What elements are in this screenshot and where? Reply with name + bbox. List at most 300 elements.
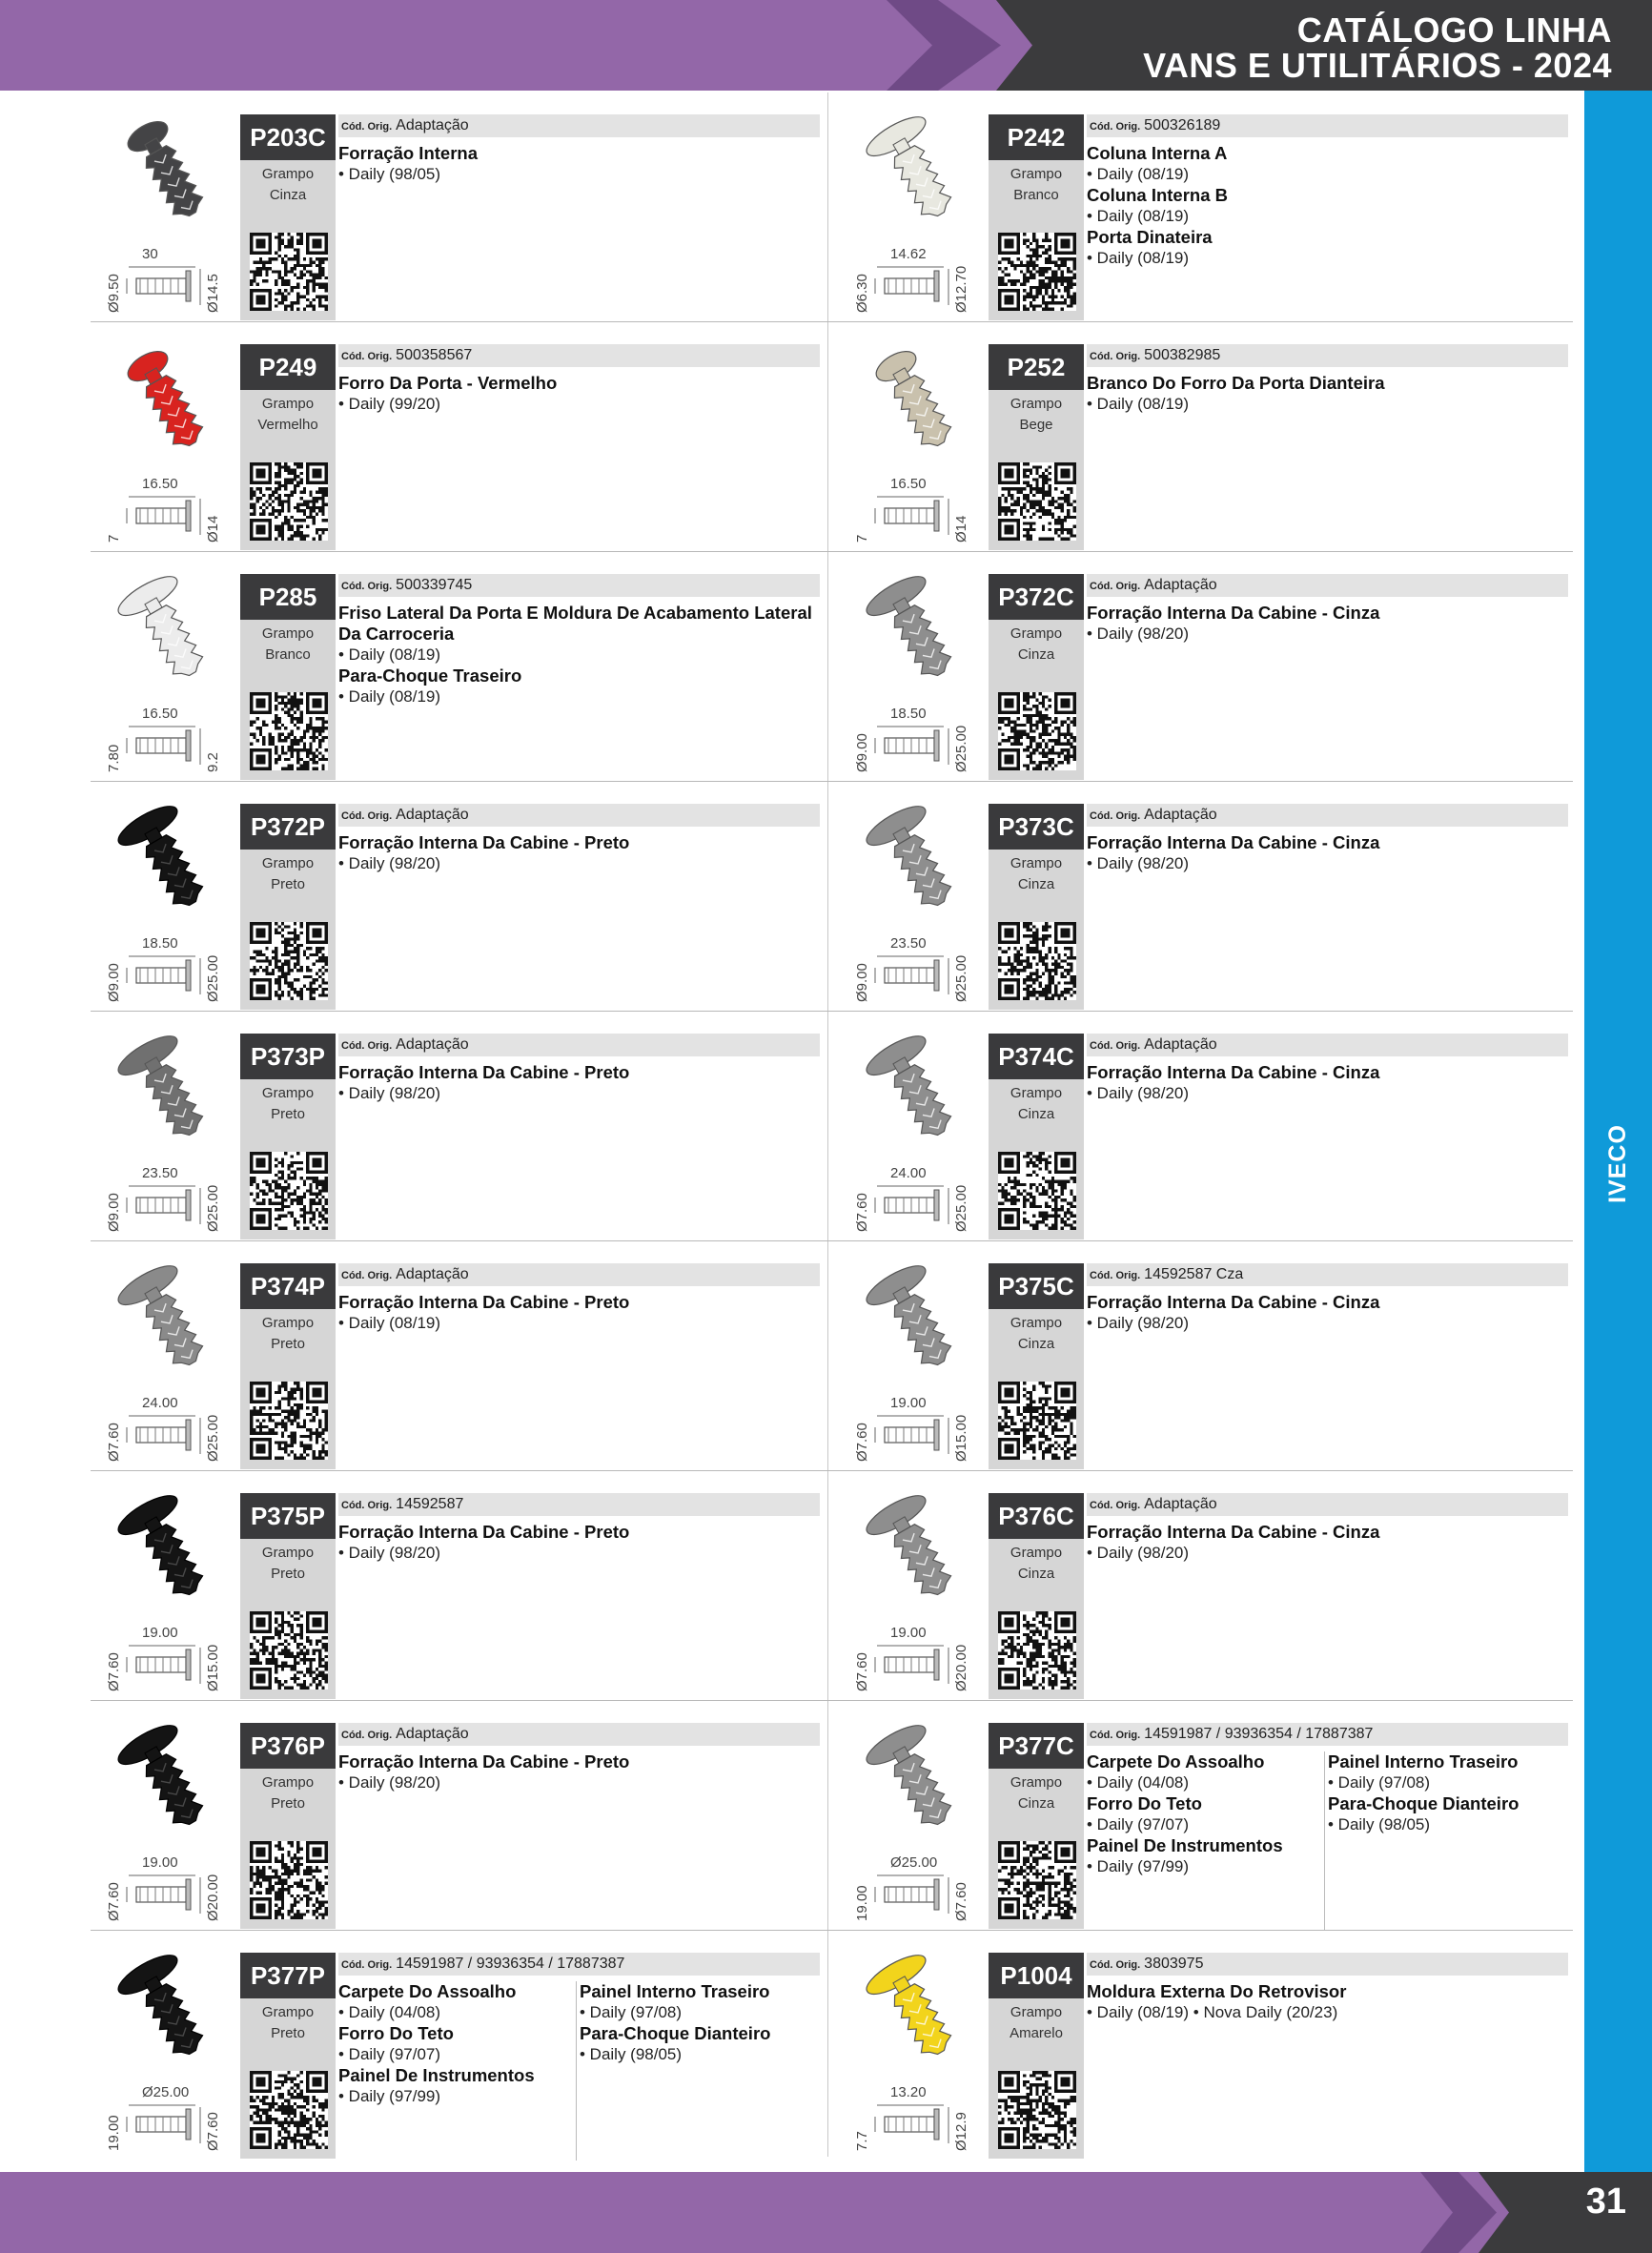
application-title: Para-Choque Dianteiro: [1328, 1793, 1519, 1813]
product-photo: [844, 1018, 987, 1236]
original-code-value: 500382985: [1144, 347, 1221, 363]
original-code-value: 14592587: [396, 1496, 464, 1512]
original-code-label: Cód. Orig.: [341, 121, 393, 133]
clip-image: [107, 1258, 226, 1377]
product-card: [91, 327, 839, 554]
qr-code[interactable]: [998, 1382, 1076, 1460]
application-title: Painel De Instrumentos: [338, 2065, 535, 2085]
clip-illustration: [855, 568, 974, 687]
original-code-bar: [1087, 804, 1568, 827]
qr-code[interactable]: [998, 1841, 1076, 1919]
applications-column: [1087, 1062, 1568, 1104]
product-card: [839, 327, 1587, 554]
applications: [338, 373, 820, 552]
applications: [338, 143, 820, 322]
dimension-shaft-label: Ø7.60: [854, 1193, 870, 1232]
original-code-label: Cód. Orig.: [341, 581, 393, 592]
application-title: Forro Do Teto: [338, 2023, 454, 2043]
product-color: Bege: [1019, 417, 1053, 433]
dimension-shaft-label: Ø6.30: [854, 274, 870, 313]
dimension-length-label: 19.00: [142, 1625, 178, 1641]
clip-illustration: [855, 1717, 974, 1836]
applications: [338, 1062, 820, 1241]
original-code-value: Adaptação: [396, 1266, 469, 1282]
row-divider: [91, 1700, 1573, 1701]
clip-image: [855, 568, 974, 687]
applications-column: [338, 143, 820, 185]
product-color: Cinza: [1017, 1336, 1055, 1352]
product-code-box: [240, 114, 336, 320]
applications-column: [1087, 1751, 1325, 1931]
dimension-head-label: Ø7.60: [205, 2112, 221, 2151]
original-code-value: 3803975: [1144, 1956, 1204, 1972]
product-color: Branco: [265, 646, 311, 663]
dimension-shaft-label: Ø7.60: [854, 1652, 870, 1691]
application-vehicle: • Daily (97/99): [1087, 1857, 1190, 1875]
qr-code-graphic: [998, 462, 1076, 541]
dimension-head-label: Ø25.00: [205, 954, 221, 1002]
application-vehicle: • Daily (98/05): [580, 2045, 683, 2063]
dimension-shaft-label: Ø7.60: [854, 1423, 870, 1462]
dimension-diagram: [848, 1619, 991, 1700]
dimension-diagram: [848, 240, 991, 321]
application-vehicle: • Daily (99/20): [338, 395, 441, 413]
product-type: Grampo: [1010, 1774, 1063, 1791]
applications: [1087, 1522, 1568, 1701]
row-divider: [91, 1011, 1573, 1012]
applications: [1087, 832, 1568, 1012]
qr-code-graphic: [250, 1382, 328, 1460]
application-vehicle: • Daily (97/07): [338, 2045, 441, 2063]
application-title: Forração Interna Da Cabine - Preto: [338, 1062, 630, 1082]
original-code-value: Adaptação: [396, 1036, 469, 1053]
dimension-shaft-label: 7: [106, 534, 122, 543]
original-code-bar: [1087, 1953, 1568, 1976]
dimension-head-label: Ø12.70: [953, 265, 969, 313]
product-photo: [95, 1478, 238, 1695]
dimension-shaft-label: Ø9.00: [854, 963, 870, 1002]
application-vehicle: • Daily (98/20): [1087, 1544, 1190, 1562]
dimension-diagram: [100, 930, 243, 1011]
dimension-diagram: [848, 1849, 991, 1930]
product-type: Grampo: [261, 2004, 315, 2020]
dimension-shaft-label: 7: [854, 534, 870, 543]
clip-image: [855, 1487, 974, 1607]
qr-code[interactable]: [998, 2071, 1076, 2149]
application-title: Forração Interna Da Cabine - Cinza: [1087, 603, 1380, 623]
application-title: Forração Interna Da Cabine - Preto: [338, 1522, 630, 1542]
application-title: Painel Interno Traseiro: [580, 1981, 770, 2001]
applications-column: [338, 1292, 820, 1334]
dimension-length-label: 24.00: [142, 1395, 178, 1411]
qr-code[interactable]: [998, 233, 1076, 311]
original-code-label: Cód. Orig.: [1090, 810, 1141, 822]
qr-code[interactable]: [250, 462, 328, 541]
application-title: Coluna Interna B: [1087, 185, 1229, 205]
applications-column: [338, 603, 820, 707]
product-code: P375C: [989, 1263, 1084, 1309]
clip-illustration: [107, 1487, 226, 1607]
dimension-head-label: Ø25.00: [953, 954, 969, 1002]
product-card: [91, 97, 839, 324]
product-code: P376P: [240, 1723, 336, 1769]
application-vehicle: • Daily (97/08): [580, 2003, 683, 2021]
qr-code[interactable]: [998, 1611, 1076, 1690]
clip-illustration: [855, 798, 974, 917]
original-code-bar: [338, 114, 820, 137]
applications: [1087, 1981, 1568, 2161]
qr-code[interactable]: [250, 922, 328, 1000]
footer-bar: [0, 2172, 1652, 2253]
clip-image: [855, 1947, 974, 2066]
row-divider: [91, 781, 1573, 782]
application-title: Carpete Do Assoalho: [338, 1981, 517, 2001]
dimension-length-label: 16.50: [142, 706, 178, 722]
application-title: Moldura Externa Do Retrovisor: [1087, 1981, 1347, 2001]
product-photo: [95, 1018, 238, 1236]
applications-column: [1087, 1292, 1568, 1334]
qr-code[interactable]: [998, 462, 1076, 541]
product-photo: [844, 1937, 987, 2155]
original-code-value: 500358567: [396, 347, 473, 363]
application-title: Carpete Do Assoalho: [1087, 1751, 1265, 1772]
qr-code[interactable]: [250, 1841, 328, 1919]
clip-illustration: [107, 1947, 226, 2066]
product-code-box: [240, 804, 336, 1010]
dimension-shaft-label: 7.80: [106, 744, 122, 772]
dimension-shaft-label: Ø9.00: [854, 733, 870, 772]
applications: [338, 1522, 820, 1701]
qr-code-graphic: [998, 692, 1076, 770]
qr-code-graphic: [998, 1152, 1076, 1230]
dimension-length-label: 19.00: [890, 1625, 927, 1641]
product-code: P285: [240, 574, 336, 620]
product-type: Grampo: [1010, 1545, 1063, 1561]
application-title: Forração Interna Da Cabine - Preto: [338, 832, 630, 852]
product-color: Preto: [271, 1336, 305, 1352]
qr-code-graphic: [998, 1611, 1076, 1690]
qr-code-graphic: [250, 1152, 328, 1230]
application-vehicle: • Daily (08/19): [1087, 249, 1190, 267]
product-code-box: [240, 574, 336, 780]
original-code-label: Cód. Orig.: [341, 1270, 393, 1281]
product-card: [839, 1706, 1587, 1933]
original-code-bar: [1087, 344, 1568, 367]
original-code-value: 14592587 Cza: [1144, 1266, 1244, 1282]
qr-code[interactable]: [250, 692, 328, 770]
application-vehicle: • Daily (08/19): [338, 645, 441, 664]
product-type: Grampo: [261, 855, 315, 871]
original-code-value: Adaptação: [1144, 577, 1217, 593]
dimension-shaft-label: Ø7.60: [106, 1423, 122, 1462]
original-code-bar: [338, 574, 820, 597]
original-code-bar: [338, 1723, 820, 1746]
dimension-shaft-label: Ø7.60: [106, 1882, 122, 1921]
product-code-box: [240, 1723, 336, 1929]
clip-illustration: [855, 1947, 974, 2066]
product-type: Grampo: [261, 1085, 315, 1101]
product-color: Cinza: [269, 187, 307, 203]
original-code-label: Cód. Orig.: [341, 1040, 393, 1052]
original-code-value: Adaptação: [396, 1726, 469, 1742]
original-code-label: Cód. Orig.: [1090, 1730, 1141, 1741]
product-card: [91, 1706, 839, 1933]
application-title: Forração Interna Da Cabine - Cinza: [1087, 1522, 1380, 1542]
original-code-label: Cód. Orig.: [341, 1959, 393, 1971]
product-type: Grampo: [1010, 625, 1063, 642]
product-color: Branco: [1013, 187, 1059, 203]
product-card: [91, 557, 839, 784]
clip-image: [107, 798, 226, 917]
original-code-label: Cód. Orig.: [1090, 1040, 1141, 1052]
product-type: Grampo: [261, 625, 315, 642]
original-code-value: Adaptação: [1144, 1496, 1217, 1512]
product-photo: [844, 99, 987, 317]
original-code-bar: [338, 1953, 820, 1976]
clip-image: [855, 1717, 974, 1836]
dimension-head-label: Ø7.60: [953, 1882, 969, 1921]
application-vehicle: • Daily (97/99): [338, 2087, 441, 2105]
application-vehicle: • Daily (97/07): [1087, 1815, 1190, 1833]
qr-code[interactable]: [998, 1152, 1076, 1230]
original-code-value: 500326189: [1144, 117, 1221, 133]
product-color: Preto: [271, 1795, 305, 1812]
original-code-bar: [338, 1493, 820, 1516]
product-code: P376C: [989, 1493, 1084, 1539]
product-code-box: [989, 1953, 1084, 2159]
dimension-diagram: [848, 700, 991, 781]
application-vehicle: • Daily (98/20): [338, 1773, 441, 1792]
original-code-label: Cód. Orig.: [1090, 121, 1141, 133]
clip-illustration: [107, 1717, 226, 1836]
product-code-box: [989, 1493, 1084, 1699]
product-code: P203C: [240, 114, 336, 160]
dimension-head-label: Ø12.9: [953, 2112, 969, 2151]
product-photo: [844, 789, 987, 1006]
application-title: Forração Interna Da Cabine - Cinza: [1087, 1062, 1380, 1082]
application-vehicle: • Daily (98/20): [338, 854, 441, 872]
original-code-bar: [1087, 1493, 1568, 1516]
product-code-box: [989, 1263, 1084, 1469]
application-vehicle: • Daily (98/20): [1087, 854, 1190, 872]
product-type: Grampo: [1010, 396, 1063, 412]
original-code-label: Cód. Orig.: [1090, 1959, 1141, 1971]
dimension-diagram: [100, 1159, 243, 1240]
dimension-shaft-label: 19.00: [106, 2115, 122, 2151]
dimension-head-label: Ø14: [953, 515, 969, 543]
qr-code-graphic: [998, 2071, 1076, 2149]
product-photo: [95, 99, 238, 317]
application-vehicle: • Daily (08/19): [338, 687, 441, 706]
application-vehicle: • Daily (98/05): [338, 165, 441, 183]
application-vehicle: • Daily (98/20): [1087, 1084, 1190, 1102]
dimension-length-label: 23.50: [142, 1165, 178, 1181]
product-code: P377C: [989, 1723, 1084, 1769]
product-code: P372P: [240, 804, 336, 850]
product-card: [91, 1016, 839, 1243]
application-title: Forração Interna Da Cabine - Cinza: [1087, 832, 1380, 852]
dimension-shaft-label: Ø9.50: [106, 274, 122, 313]
qr-code-graphic: [250, 462, 328, 541]
application-title: Para-Choque Traseiro: [338, 666, 522, 686]
applications-column: [338, 832, 820, 874]
original-code-bar: [1087, 574, 1568, 597]
applications-column: [1087, 143, 1568, 269]
dimension-diagram: [100, 1849, 243, 1930]
original-code-value: 14591987 / 93936354 / 17887387: [396, 1956, 625, 1972]
product-code-box: [240, 1263, 336, 1469]
product-code: P374P: [240, 1263, 336, 1309]
original-code-bar: [1087, 1263, 1568, 1286]
dimension-head-label: Ø25.00: [205, 1184, 221, 1232]
clip-illustration: [855, 338, 974, 458]
clip-image: [855, 1028, 974, 1147]
applications-column: [1087, 373, 1568, 415]
row-divider: [91, 1240, 1573, 1241]
product-card: [91, 1476, 839, 1703]
application-title: Porta Dinateira: [1087, 227, 1213, 247]
application-title: Painel De Instrumentos: [1087, 1835, 1283, 1855]
dimension-diagram: [848, 2079, 991, 2160]
qr-code[interactable]: [250, 233, 328, 311]
qr-code[interactable]: [250, 2071, 328, 2149]
original-code-value: Adaptação: [396, 807, 469, 823]
clip-illustration: [855, 1028, 974, 1147]
product-card: [839, 1476, 1587, 1703]
product-photo: [844, 559, 987, 776]
product-card: [839, 1016, 1587, 1243]
product-code: P1004: [989, 1953, 1084, 1998]
original-code-label: Cód. Orig.: [341, 810, 393, 822]
applications-column: [338, 1522, 820, 1564]
product-type: Grampo: [1010, 166, 1063, 182]
dimension-diagram: [848, 1159, 991, 1240]
application-vehicle: • Daily (98/05): [1328, 1815, 1431, 1833]
dimension-head-label: Ø15.00: [205, 1644, 221, 1691]
application-title: Forro Do Teto: [1087, 1793, 1202, 1813]
applications-column: [1087, 603, 1568, 645]
qr-code[interactable]: [998, 692, 1076, 770]
applications: [1087, 1062, 1568, 1241]
product-photo: [844, 1708, 987, 1925]
product-code: P377P: [240, 1953, 336, 1998]
dimension-length-label: 23.50: [890, 935, 927, 952]
clip-image: [107, 1717, 226, 1836]
clip-illustration: [107, 1028, 226, 1147]
application-title: Forro Da Porta - Vermelho: [338, 373, 558, 393]
product-photo: [844, 1248, 987, 1465]
product-code: P375P: [240, 1493, 336, 1539]
product-code-box: [989, 1034, 1084, 1239]
dimension-length-label: 18.50: [142, 935, 178, 952]
applications: [338, 603, 820, 782]
original-code-value: 500339745: [396, 577, 473, 593]
product-card: [839, 787, 1587, 1014]
dimension-length-label: Ø25.00: [142, 2084, 190, 2100]
product-code-box: [989, 114, 1084, 320]
dimension-diagram: [100, 2079, 243, 2160]
product-color: Cinza: [1017, 1795, 1055, 1812]
qr-code[interactable]: [250, 1152, 328, 1230]
dimension-length-label: 19.00: [890, 1395, 927, 1411]
original-code-value: Adaptação: [396, 117, 469, 133]
product-photo: [844, 329, 987, 546]
dimension-length-label: 19.00: [142, 1854, 178, 1871]
dimension-head-label: Ø25.00: [205, 1414, 221, 1462]
product-type: Grampo: [261, 1774, 315, 1791]
applications-column: [338, 1751, 820, 1793]
page-title: [1143, 12, 1612, 83]
dimension-diagram: [100, 700, 243, 781]
dimension-length-label: 30: [142, 246, 158, 262]
dimension-diagram: [100, 470, 243, 551]
product-code-box: [240, 344, 336, 550]
application-vehicle: • Daily (98/20): [1087, 625, 1190, 643]
dimension-head-label: Ø14: [205, 515, 221, 543]
dimension-shaft-label: Ø9.00: [106, 1193, 122, 1232]
qr-code[interactable]: [250, 1611, 328, 1690]
qr-code[interactable]: [250, 1382, 328, 1460]
product-color: Preto: [271, 2025, 305, 2041]
qr-code-graphic: [998, 1841, 1076, 1919]
application-title: Friso Lateral Da Porta E Moldura De Acabamento Lateral Da Carroceria: [338, 603, 812, 644]
product-color: Cinza: [1017, 1566, 1055, 1582]
original-code-label: Cód. Orig.: [1090, 351, 1141, 362]
clip-illustration: [855, 1487, 974, 1607]
product-code-box: [240, 1493, 336, 1699]
applications: [1087, 603, 1568, 782]
product-card: [839, 557, 1587, 784]
product-code-box: [989, 574, 1084, 780]
applications-column: [1087, 1981, 1568, 2023]
application-vehicle: • Daily (98/20): [338, 1544, 441, 1562]
dimension-length-label: 13.20: [890, 2084, 927, 2100]
applications: [338, 1292, 820, 1471]
product-code-box: [989, 1723, 1084, 1929]
original-code-bar: [1087, 1034, 1568, 1056]
dimension-diagram: [848, 1389, 991, 1470]
original-code-bar: [338, 804, 820, 827]
product-card: [839, 97, 1587, 324]
applications-column-2: [580, 1981, 818, 2065]
original-code-value: Adaptação: [1144, 1036, 1217, 1053]
application-vehicle: • Daily (04/08): [1087, 1773, 1190, 1792]
application-title: Painel Interno Traseiro: [1328, 1751, 1519, 1772]
clip-image: [855, 1258, 974, 1377]
applications: [338, 1751, 820, 1931]
applications: [1087, 143, 1568, 322]
clip-illustration: [855, 109, 974, 228]
product-color: Cinza: [1017, 1106, 1055, 1122]
dimension-head-label: Ø25.00: [953, 725, 969, 772]
original-code-label: Cód. Orig.: [341, 1730, 393, 1741]
qr-code[interactable]: [998, 922, 1076, 1000]
brand-label: IVECO: [1604, 1123, 1632, 1203]
clip-image: [107, 1487, 226, 1607]
dimension-diagram: [848, 470, 991, 551]
clip-image: [107, 338, 226, 458]
product-photo: [95, 1708, 238, 1925]
application-vehicle: • Daily (08/19): [1087, 395, 1190, 413]
original-code-label: Cód. Orig.: [341, 351, 393, 362]
applications-column: [338, 1981, 577, 2161]
product-color: Amarelo: [1010, 2025, 1063, 2041]
product-type: Grampo: [261, 166, 315, 182]
application-vehicle: • Daily (97/08): [1328, 1773, 1431, 1792]
title-line-1: CATÁLOGO LINHA: [1296, 10, 1612, 50]
application-vehicle: • Daily (98/20): [1087, 1314, 1190, 1332]
applications: [1087, 1751, 1568, 1931]
